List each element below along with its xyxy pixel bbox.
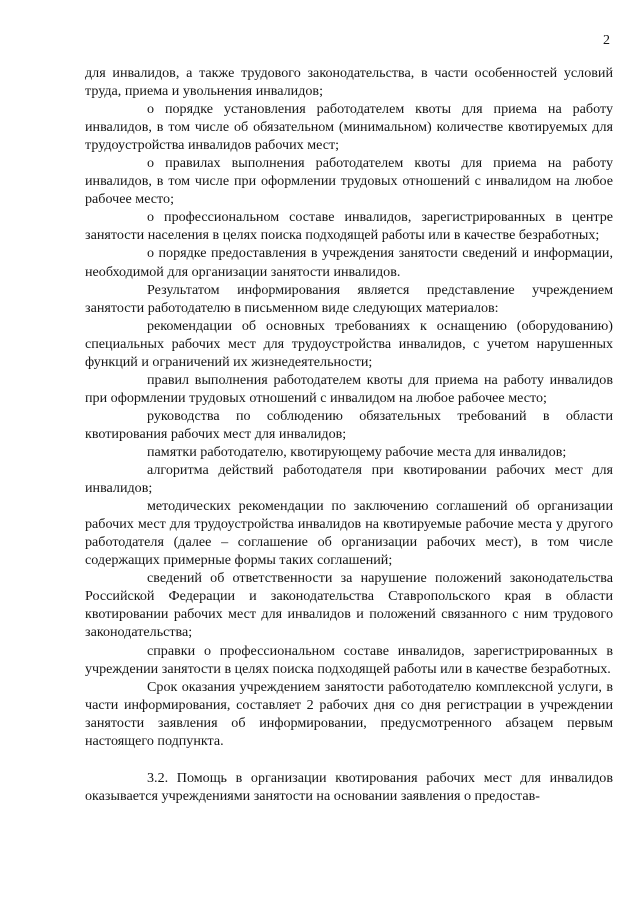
paragraph: памятки работодателю, квотирующему рабочие места для инвалидов; <box>147 443 567 460</box>
document-body <box>85 64 613 805</box>
paragraph: о профессиональном составе инвалидов, зарегистрированных в центре занятости населения в целях поиска подходящей работы или в качестве безработных; <box>85 209 613 244</box>
paragraph: рекомендации об основных требованиях к оснащению (оборудованию) специальных рабочих мест для трудоустройства инвалидов, с учетом нарушенных функций и ограничений их жизнедеятельности; <box>85 317 613 370</box>
paragraph: о порядке предоставления в учреждения занятости сведений и информации, необходимой для организации занятости инвалидов. <box>85 245 613 280</box>
paragraph: Результатом информирования является представление учреждением занятости работодателю в письменном виде следующих материалов: <box>85 281 613 316</box>
paragraph: методических рекомендации по заключению соглашений об организации рабочих мест для трудоустройства инвалидов на квотируемые рабочие места у другого работодателя (далее – соглашение об организации рабочих мест), в том числе содержащих примерные формы таких соглашений; <box>85 498 613 569</box>
paragraph: о порядке установления работодателем квоты для приема на работу инвалидов, в том числе об обязательном (минимальном) количестве квотируемых для трудоустройства инвалидов рабочих мест; <box>85 101 613 154</box>
paragraph: о правилах выполнения работодателем квоты для приема на работу инвалидов, в том числе при оформлении трудовых отношений с инвалидом на любое рабочее место; <box>85 155 613 208</box>
paragraph: правил выполнения работодателем квоты для приема на работу инвалидов при оформлении трудовых отношений с инвалидом на любое рабочее место; <box>85 371 613 406</box>
page-number: 2 <box>603 33 610 48</box>
paragraph: 3.2. Помощь в организации квотирования рабочих мест для инвалидов оказывается учреждениями занятости на основании заявления о предостав- <box>85 769 613 804</box>
paragraph: для инвалидов, а также трудового законодательства, в части особенностей условий труда, приема и увольнения инвалидов; <box>85 65 613 100</box>
paragraph: сведений об ответственности за нарушение положений законодательства Российской Федерации и законодательства Ставропольского края в области квотировании рабочих мест для инвалидов и положений связанного с ним трудового законодательства; <box>85 570 613 641</box>
paragraph: руководства по соблюдению обязательных требований в области квотирования рабочих мест для инвалидов; <box>85 407 613 442</box>
paragraph: Срок оказания учреждением занятости работодателю комплексной услуги, в части информирования, составляет 2 рабочих дня со дня регистрации в учреждении занятости заявления об информировании, предусмотренного абзацем первым настоящего подпункта. <box>85 678 613 749</box>
paragraph: справки о профессиональном составе инвалидов, зарегистрированных в учреждении занятости в целях поиска подходящей работы или в качестве безработных. <box>85 642 613 677</box>
paragraph: алгоритма действий работодателя при квотировании рабочих мест для инвалидов; <box>85 462 613 497</box>
